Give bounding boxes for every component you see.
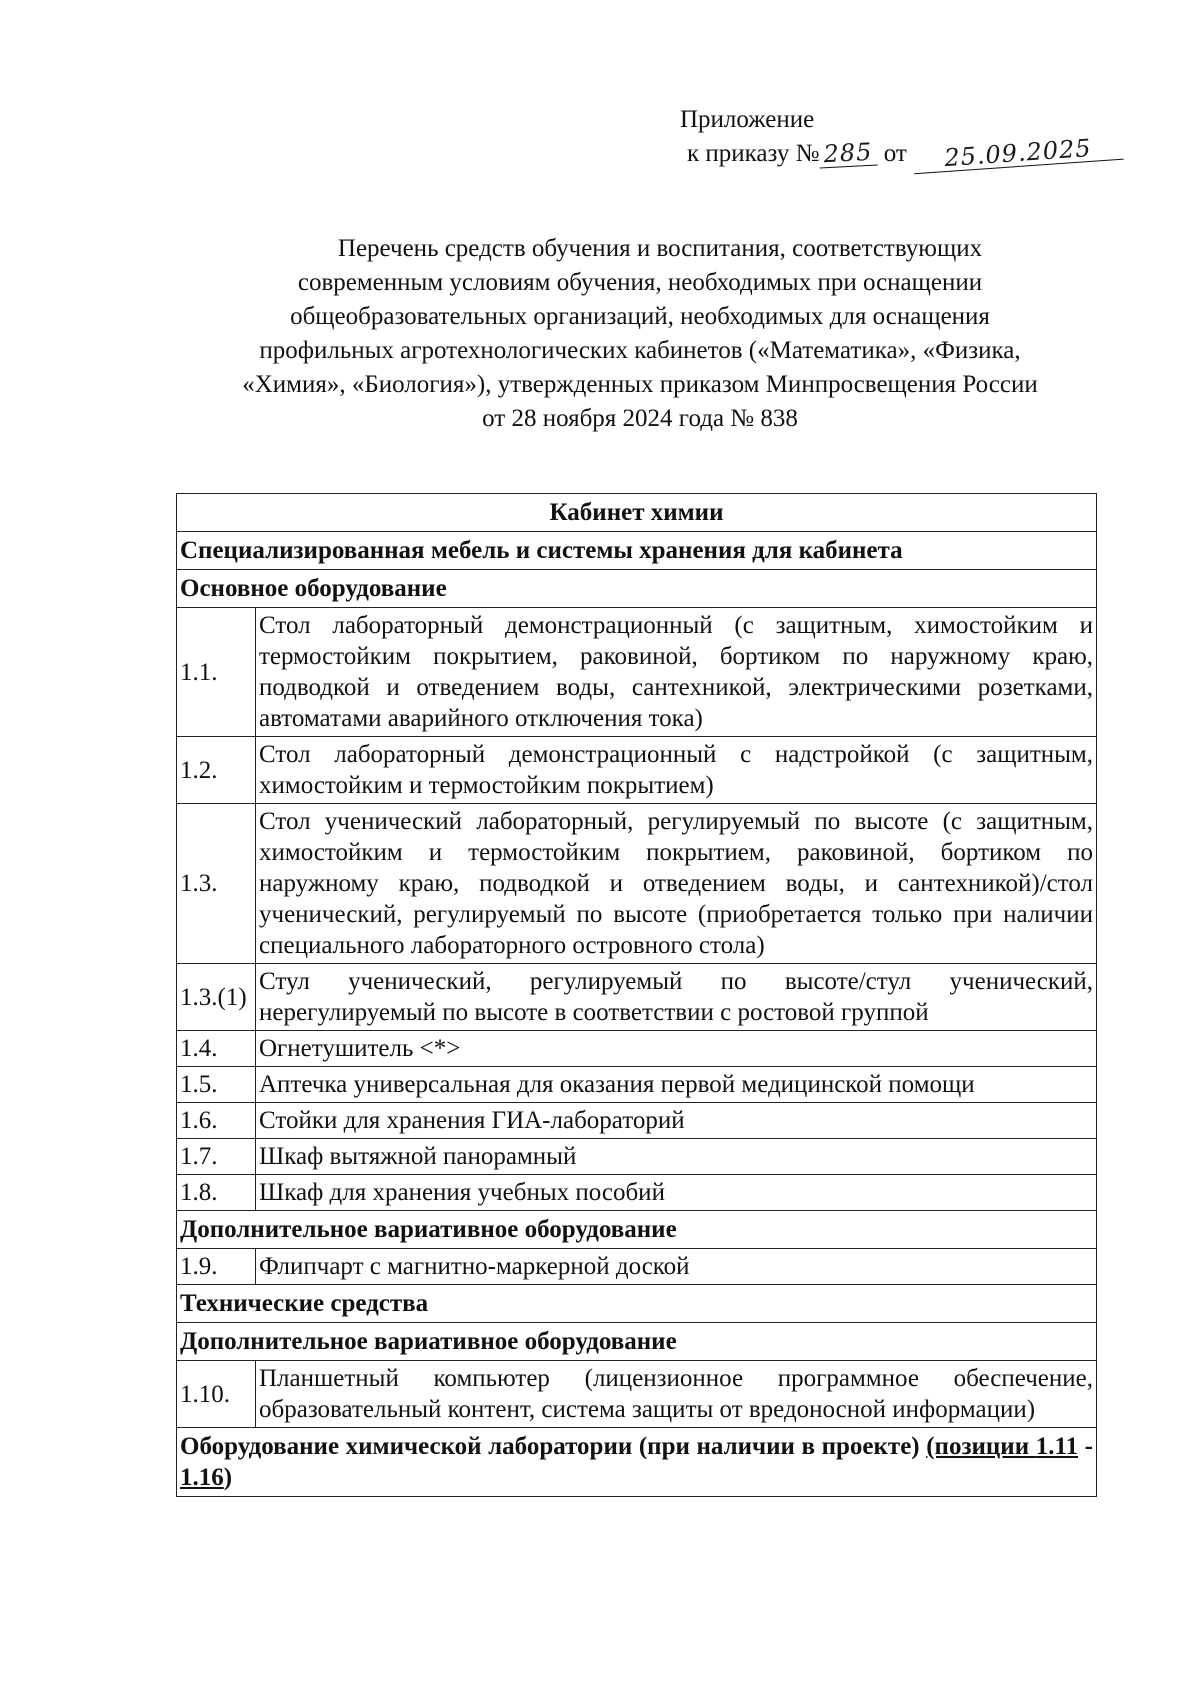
table-row <box>177 964 1097 1031</box>
item-description: Стол лабораторный демонстрационный (с защитным, химостойким и термостойким покрытием, раковиной, бортиком по наружному краю, подводкой и отведением воды, сантехникой, электрическими розетками, автоматами аварийного отключения тока) <box>256 608 1097 737</box>
section-header: Основное оборудование <box>177 570 1097 608</box>
table-row <box>177 1103 1097 1139</box>
heading-line: Перечень средств обучения и воспитания, соответствующих <box>337 235 983 262</box>
order-prefix: к приказу № <box>687 140 820 167</box>
item-number: 1.10. <box>177 1361 256 1428</box>
table-row <box>177 1361 1097 1428</box>
item-description: Аптечка универсальная для оказания первой медицинской помощи <box>256 1067 1097 1103</box>
item-description: Флипчарт с магнитно-маркерной доской <box>256 1249 1097 1285</box>
item-description: Планшетный компьютер (лицензионное программное обеспечение, образовательный контент, система защиты от вредоносной информации) <box>256 1361 1097 1428</box>
item-description: Стол ученический лабораторный, регулируемый по высоте (с защитным, химостойким и термостойким покрытием, раковиной, бортиком по наружному краю, подводкой и отведением воды, и сантехникой)/стол ученический, регулируемый по высоте (приобретается только при наличии специального лабораторного островного стола) <box>256 804 1097 964</box>
heading-line: от 28 ноября 2024 года № 838 <box>482 405 798 432</box>
item-description: Шкаф вытяжной панорамный <box>256 1139 1097 1175</box>
item-number: 1.6. <box>177 1103 256 1139</box>
item-number: 1.5. <box>177 1067 256 1103</box>
section-header: Специализированная мебель и системы хранения для кабинета <box>177 532 1097 570</box>
item-number: 1.3. <box>177 804 256 964</box>
item-number: 1.7. <box>177 1139 256 1175</box>
table-row <box>177 1031 1097 1067</box>
table-row <box>177 1323 1097 1361</box>
section-header: Дополнительное вариативное оборудование <box>177 1323 1097 1361</box>
table-row <box>177 532 1097 570</box>
item-number: 1.3.(1) <box>177 964 256 1031</box>
item-number: 1.8. <box>177 1175 256 1211</box>
appendix-block <box>680 103 1116 171</box>
table-row <box>177 570 1097 608</box>
heading-line: общеобразовательных организаций, необходимых для оснащения <box>290 303 990 330</box>
table-row <box>177 804 1097 964</box>
table-row <box>177 608 1097 737</box>
positions-suffix: ) <box>223 1464 233 1491</box>
date-prefix: от <box>883 140 907 167</box>
positions-prefix: (позиции <box>926 1433 1036 1460</box>
order-date-handwritten: 25.09.2025 <box>912 133 1123 175</box>
equipment-table <box>176 493 1097 1497</box>
table-row <box>177 1067 1097 1103</box>
position-from-link[interactable]: 1.11 <box>1035 1433 1079 1460</box>
item-number: 1.4. <box>177 1031 256 1067</box>
table-row <box>177 1285 1097 1323</box>
position-to-link[interactable]: 1.16 <box>180 1464 224 1491</box>
appendix-title: Приложение <box>680 106 815 133</box>
heading-line: современным условиям обучения, необходимых при оснащении <box>297 269 983 296</box>
section-header: Технические средства <box>177 1285 1097 1323</box>
lab-section-text: Оборудование химической лаборатории (при наличии в проекте) <box>180 1433 920 1460</box>
table-row <box>177 1139 1097 1175</box>
item-number: 1.1. <box>177 608 256 737</box>
table-row <box>177 1211 1097 1249</box>
item-description: Огнетушитель <*> <box>256 1031 1097 1067</box>
order-reference <box>687 133 1123 173</box>
item-description: Стол лабораторный демонстрационный с надстройкой (с защитным, химостойким и термостойким покрытием) <box>256 737 1097 804</box>
item-description: Стойки для хранения ГИА-лабораторий <box>256 1103 1097 1139</box>
table-row <box>177 737 1097 804</box>
item-description: Стул ученический, регулируемый по высоте/стул ученический, нерегулируемый по высоте в соответствии с ростовой группой <box>256 964 1097 1031</box>
order-number-handwritten: 285 <box>819 139 878 169</box>
item-number: 1.2. <box>177 737 256 804</box>
section-header-lab <box>177 1428 1097 1497</box>
table-row <box>177 1249 1097 1285</box>
table-row <box>177 1175 1097 1211</box>
heading-line: профильных агротехнологических кабинетов («Математика», «Физика, <box>259 337 1021 364</box>
positions-dash: - <box>1078 1433 1093 1460</box>
document-heading <box>180 232 1100 436</box>
cabinet-title: Кабинет химии <box>177 494 1097 532</box>
table-row <box>177 494 1097 532</box>
section-header: Дополнительное вариативное оборудование <box>177 1211 1097 1249</box>
heading-line: «Химия», «Биология»), утвержденных приказом Минпросвещения России <box>242 371 1038 398</box>
item-description: Шкаф для хранения учебных пособий <box>256 1175 1097 1211</box>
item-number: 1.9. <box>177 1249 256 1285</box>
table-row <box>177 1428 1097 1497</box>
